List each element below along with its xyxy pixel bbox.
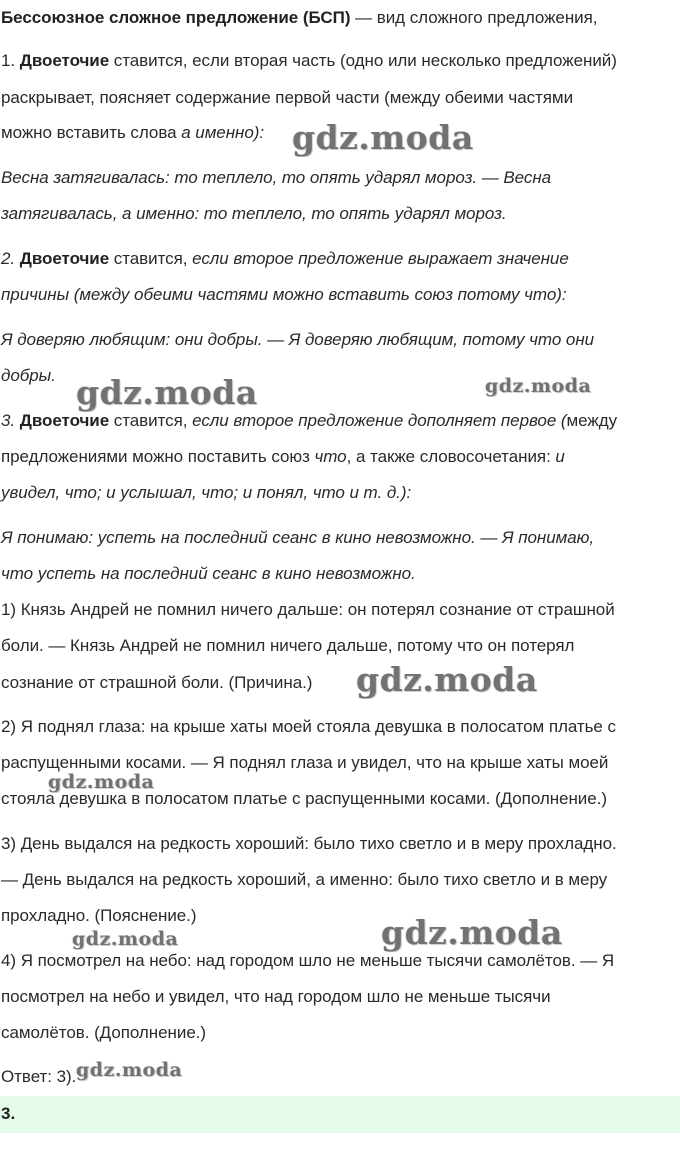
rule-text: ставится,: [109, 411, 193, 430]
rule-number: 3.: [1, 411, 20, 430]
rule-italic: увидел, что; и услышал, что; и понял, что и т. д.):: [1, 483, 412, 502]
rule-italic: что: [314, 447, 347, 466]
example2-line2: [1, 365, 56, 387]
example-text: Весна затягивалась: то теплело, то опять ударял мороз. — Весна: [1, 168, 552, 187]
rule-number: 2.: [1, 249, 20, 268]
example-text: Я доверяю любящим: они добры. — Я доверяю любящим, потому что они: [1, 330, 595, 349]
example3-line1: [1, 527, 594, 549]
rule-keyword: Двоеточие: [19, 249, 110, 268]
watermark-logo: gdz.moda: [76, 373, 258, 412]
list-item-line: 3) День выдался на редкость хороший: было тихо светло и в меру прохладно.: [1, 834, 617, 853]
rule-keyword: Двоеточие: [19, 411, 110, 430]
watermark-logo: gdz.moda: [381, 913, 563, 952]
list-item-line: самолётов. (Дополнение.): [1, 1023, 207, 1042]
rule-italic: если второе предложение дополняет первое (: [192, 411, 567, 430]
intro-line: [1, 7, 597, 29]
watermark-logo: gdz.moda: [485, 375, 592, 397]
rule3-line2: [1, 446, 565, 468]
example2-line1: [1, 329, 594, 351]
answer-line: Ответ: 3).: [1, 1067, 77, 1086]
example1-line2: [1, 203, 507, 225]
list-item-line: 1) Князь Андрей не помнил ничего дальше: он потерял сознание от страшной: [1, 600, 615, 619]
next-task-label: 3.: [1, 1104, 16, 1123]
rule1-line1: [1, 50, 617, 72]
rule1-line3: [1, 122, 264, 144]
rule2-line2: [1, 284, 567, 306]
next-task-header[interactable]: [0, 1096, 680, 1133]
list-item-line: стояла девушка в полосатом платье с распущенными косами. (Дополнение.): [1, 789, 607, 808]
example-text: затягивалась, а именно: то теплело, то опять ударял мороз.: [1, 204, 507, 223]
rule-number: 1.: [1, 51, 20, 70]
rule-text: , а также словосочетания:: [346, 447, 556, 466]
list-item-line: посмотрел на небо и увидел, что над городом шло не меньше тысячи: [1, 987, 551, 1006]
rule-text: ставится, если вторая часть (одно или несколько предложений): [109, 51, 617, 70]
list-item-line: сознание от страшной боли. (Причина.): [1, 673, 313, 692]
rule1-line2: раскрывает, поясняет содержание первой части (между обеими частями: [1, 88, 574, 107]
list-item-line: прохладно. (Пояснение.): [1, 906, 197, 925]
rule2-line1: [1, 248, 569, 270]
intro-rest: — вид сложного предложения,: [350, 8, 598, 27]
list-item-line: — День выдался на редкость хороший, а именно: было тихо светло и в меру: [1, 870, 608, 889]
watermark-logo: gdz.moda: [76, 1059, 183, 1081]
rule-text: предложениями можно поставить союз: [1, 447, 315, 466]
rule-italic: а именно):: [181, 123, 265, 142]
list-item-line: 4) Я посмотрел на небо: над городом шло не меньше тысячи самолётов. — Я: [1, 951, 615, 970]
rule-italic: и: [555, 447, 565, 466]
rule-text: между: [566, 411, 618, 430]
example1-line1: [1, 167, 551, 189]
example-text: что успеть на последний сеанс в кино невозможно.: [1, 564, 416, 583]
rule-italic: если второе предложение выражает значение: [192, 249, 569, 268]
rule-italic: причины (между обеими частями можно вставить союз потому что):: [1, 285, 567, 304]
rule3-line1: [1, 410, 617, 432]
watermark-logo: gdz.moda: [356, 660, 538, 699]
watermark-logo: gdz.moda: [48, 771, 155, 793]
intro-term: Бессоюзное сложное предложение (БСП): [1, 8, 351, 27]
rule-text: ставится,: [109, 249, 193, 268]
rule-keyword: Двоеточие: [19, 51, 110, 70]
list-item-line: боли. — Князь Андрей не помнил ничего дальше, потому что он потерял: [1, 636, 575, 655]
watermark-logo: gdz.moda: [292, 118, 474, 157]
watermark-logo: gdz.moda: [72, 928, 179, 950]
rule-text: можно вставить слова: [1, 123, 182, 142]
example-text: добры.: [1, 366, 56, 385]
example-text: Я понимаю: успеть на последний сеанс в кино невозможно. — Я понимаю,: [1, 528, 595, 547]
rule3-line3: [1, 482, 411, 504]
example3-line2: [1, 563, 416, 585]
list-item-line: распущенными косами. — Я поднял глаза и увидел, что на крыше хаты моей: [1, 753, 609, 772]
list-item-line: 2) Я поднял глаза: на крыше хаты моей стояла девушка в полосатом платье с: [1, 717, 616, 736]
